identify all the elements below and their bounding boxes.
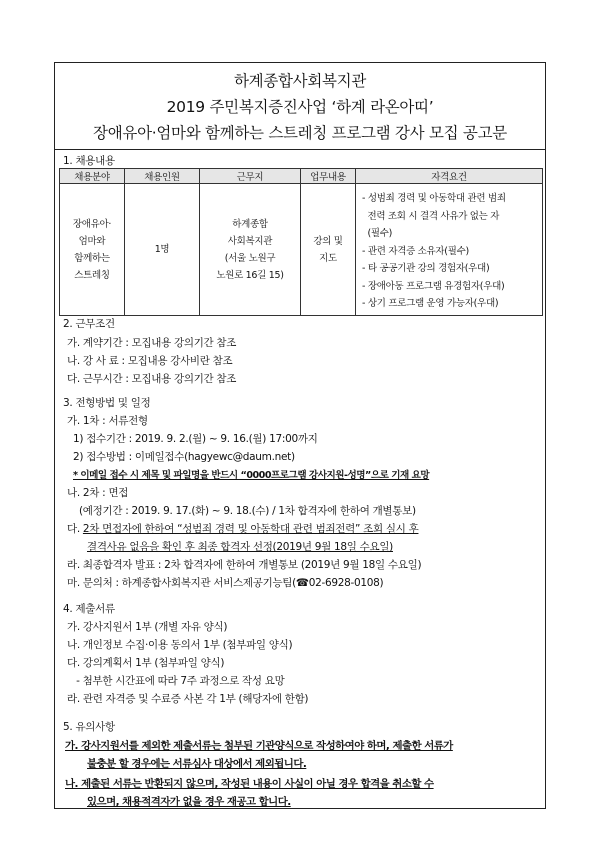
notice-frame: [54, 62, 546, 809]
s3-d: 라. 최종합격자 발표 : 2차 합격자에 한하여 개별통보 (2019년 9월 18일 수요일): [67, 559, 422, 571]
qual-line: 전력 조회 시 결격 사유가 없는 자: [362, 210, 500, 222]
s4-line: 다. 강의계획서 1부 (첨부파일 양식): [67, 657, 225, 669]
field-line: 장애유아·: [72, 218, 112, 230]
cell-field: [60, 184, 125, 316]
s3-c-prefix: 다.: [67, 523, 83, 535]
s3-e: 마. 문의처 : 하계종합사회복지관 서비스제공기능팀(☎02-6928-0108): [67, 577, 384, 589]
s3-email-note: * 이메일 접수 시 제목 및 파일명을 반드시 “0000프로그램 강사지원-성명”으로 기재 요망: [73, 470, 430, 481]
section-1-title: 1. 채용내용: [63, 155, 115, 167]
qual-line: (필수): [362, 228, 393, 239]
qual-line: - 상기 프로그램 운영 가능자(우대): [362, 298, 499, 309]
qual-line: - 관련 자격증 소유자(필수): [362, 245, 469, 257]
field-line: 함께하는: [74, 252, 110, 264]
place-line: 사회복지관: [227, 235, 273, 247]
section-5-title: 5. 유의사항: [63, 721, 115, 733]
qual-line: - 장애아동 프로그램 유경험자(우대): [362, 280, 505, 292]
qual-line: - 성범죄 경력 및 아동학대 관련 범죄: [362, 193, 506, 204]
cell-duty: [301, 184, 356, 316]
s5-b2: 있으며, 채용적격자가 없을 경우 재공고 합니다.: [87, 796, 291, 808]
th-count: 채용인원: [125, 169, 200, 184]
th-quals: 자격요건: [356, 169, 543, 184]
s5-a2: 불충분 할 경우에는 서류심사 대상에서 제외됩니다.: [87, 758, 307, 770]
cell-quals: [356, 184, 543, 316]
s3-c: [67, 521, 418, 536]
s3-b: 나. 2차 : 면접: [67, 487, 129, 499]
qual-line: - 타 공공기관 강의 경험자(우대): [362, 263, 490, 274]
cell-count: 1명: [125, 184, 200, 316]
cell-place: [200, 184, 301, 316]
place-line: 하계종합: [232, 218, 268, 230]
section-3-title: 3. 전형방법 및 일정: [63, 397, 151, 409]
notice-title: 장애유아·엄마와 함께하는 스트레칭 프로그램 강사 모집 공고문: [93, 124, 507, 142]
s3-c2: 결격사유 없음을 확인 후 최종 합격자 선정(2019년 9월 18일 수요일): [87, 541, 393, 553]
th-field: 채용분야: [60, 169, 125, 184]
s4-line: 가. 강사지원서 1부 (개별 자유 양식): [67, 621, 228, 633]
th-place: 근무지: [200, 169, 301, 184]
table-row: [60, 184, 543, 316]
field-line: 엄마와: [78, 235, 106, 247]
table-header-row: [60, 169, 543, 184]
s4-line: 라. 관련 자격증 및 수료증 사본 각 1부 (해당자에 한함): [67, 693, 309, 705]
s3-a2: 2) 접수방법 : 이메일접수(hagyewc@daum.net): [73, 451, 295, 463]
place-line: 노원로 16길 15): [216, 269, 284, 281]
s5-b1: 나. 제출된 서류는 반환되지 않으며, 작성된 내용이 사실이 아닐 경우 합격을 취소할 수: [65, 778, 434, 790]
s2-line: 다. 근무시간 : 모집내용 강의기간 참조: [67, 373, 237, 385]
s3-c-underlined: 2차 면접자에 한하여 “성범죄 경력 및 아동학대 관련 범죄전력” 조회 실시 후: [82, 523, 419, 535]
org-name: 하계종합사회복지관: [233, 72, 367, 90]
field-line: 스트레칭: [74, 269, 110, 281]
s4-line: 나. 개인정보 수집·이용 동의서 1부 (첨부파일 양식): [67, 639, 293, 651]
notice-header: [55, 63, 545, 150]
th-duty: 업무내용: [301, 169, 356, 184]
section-4-title: 4. 제출서류: [63, 603, 115, 615]
section-2-title: 2. 근무조건: [63, 318, 115, 330]
s3-a: 가. 1차 : 서류전형: [67, 415, 148, 427]
duty-line: 지도: [319, 252, 337, 264]
s5-a1: 가. 강사지원서를 제외한 제출서류는 첨부된 기관양식으로 작성하여야 하며, 제출한 서류가: [65, 740, 453, 752]
s3-a1: 1) 접수기간 : 2019. 9. 2.(월) ~ 9. 16.(월) 17:00까지: [73, 433, 318, 445]
duty-line: 강의 및: [313, 235, 343, 247]
place-line: (서울 노원구: [224, 252, 276, 264]
project-title: 2019 주민복지증진사업 ‘하계 라온아띠’: [166, 98, 434, 116]
job-table: [59, 168, 543, 316]
s4-line: - 첨부한 시간표에 따라 7주 과정으로 작성 요망: [67, 675, 285, 687]
s2-line: 나. 강 사 료 : 모집내용 강사비란 참조: [67, 355, 233, 367]
s3-b1: (예정기간 : 2019. 9. 17.(화) ~ 9. 18.(수) / 1차 합격자에 한하여 개별통보): [79, 505, 416, 517]
s2-line: 가. 계약기간 : 모집내용 강의기간 참조: [67, 337, 237, 349]
